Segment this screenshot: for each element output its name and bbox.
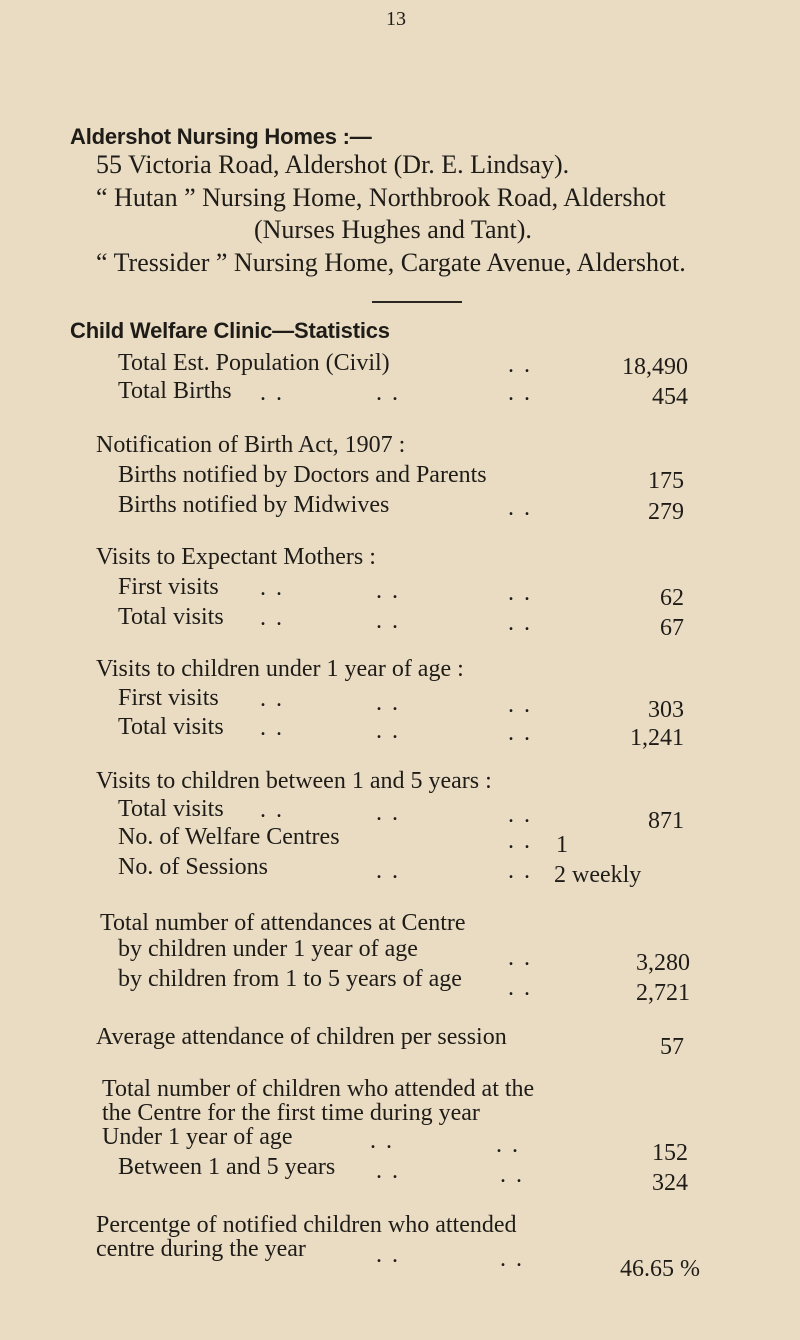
- under-one-total-value: 1,241: [630, 725, 684, 751]
- expectant-heading: Visits to Expectant Mothers :: [96, 544, 376, 570]
- first-time-between-value: 324: [652, 1170, 688, 1196]
- leader-dots: . .: [500, 1162, 524, 1188]
- midwives-value: 279: [648, 499, 684, 525]
- leader-dots: . .: [508, 858, 532, 884]
- section-divider: [372, 301, 462, 303]
- births-value: 454: [652, 384, 688, 410]
- welfare-centres-value: 1: [556, 832, 568, 858]
- first-time-under-one-value: 152: [652, 1140, 688, 1166]
- leader-dots: . .: [508, 720, 532, 746]
- leader-dots: . .: [508, 828, 532, 854]
- address-line: (Nurses Hughes and Tant).: [254, 215, 532, 244]
- leader-dots: . .: [376, 1242, 400, 1268]
- one-to-five-total-value: 871: [648, 808, 684, 834]
- leader-dots: . .: [370, 1128, 394, 1154]
- leader-dots: . .: [376, 690, 400, 716]
- leader-dots: . .: [376, 718, 400, 744]
- attendances-one-to-five-label: by children from 1 to 5 years of age: [118, 966, 462, 992]
- expectant-first-value: 62: [660, 585, 684, 611]
- average-label: Average attendance of children per session: [96, 1024, 507, 1050]
- leader-dots: . .: [260, 715, 284, 741]
- leader-dots: . .: [376, 1158, 400, 1184]
- address-line: “ Tressider ” Nursing Home, Cargate Avenue, Aldershot.: [96, 248, 686, 277]
- leader-dots: . .: [260, 575, 284, 601]
- clinic-heading: Child Welfare Clinic—Statistics: [70, 318, 390, 343]
- leader-dots: . .: [508, 945, 532, 971]
- attendances-under-one-label: by children under 1 year of age: [118, 936, 418, 962]
- average-value: 57: [660, 1034, 684, 1060]
- sessions-label: No. of Sessions: [118, 854, 269, 880]
- first-time-between-label: Between 1 and 5 years: [118, 1154, 336, 1180]
- leader-dots: . .: [260, 797, 284, 823]
- one-to-five-heading: Visits to children between 1 and 5 years :: [96, 768, 492, 794]
- attendances-under-one-value: 3,280: [636, 950, 690, 976]
- leader-dots: . .: [508, 610, 532, 636]
- notification-heading: Notification of Birth Act, 1907 :: [96, 432, 406, 458]
- leader-dots: . .: [508, 495, 532, 521]
- leader-dots: . .: [376, 380, 400, 406]
- expectant-total-label: Total visits: [118, 604, 224, 630]
- one-to-five-total-label: Total visits: [118, 796, 224, 822]
- percentage-value: 46.65 %: [620, 1256, 700, 1282]
- leader-dots: . .: [376, 578, 400, 604]
- leader-dots: . .: [500, 1246, 524, 1272]
- leader-dots: . .: [508, 580, 532, 606]
- expectant-first-label: First visits: [118, 574, 219, 600]
- percentage-label: centre during the year: [96, 1236, 306, 1262]
- leader-dots: . .: [508, 975, 532, 1001]
- expectant-total-value: 67: [660, 615, 684, 641]
- midwives-label: Births notified by Midwives: [118, 492, 390, 518]
- births-label: Total Births: [118, 378, 232, 404]
- attendances-heading: Total number of attendances at Centre: [100, 910, 466, 936]
- leader-dots: . .: [508, 352, 532, 378]
- leader-dots: . .: [376, 608, 400, 634]
- leader-dots: . .: [260, 686, 284, 712]
- population-label: Total Est. Population (Civil): [118, 350, 390, 376]
- leader-dots: . .: [508, 692, 532, 718]
- under-one-first-value: 303: [648, 697, 684, 723]
- leader-dots: . .: [376, 858, 400, 884]
- doctors-label: Births notified by Doctors and Parents: [118, 462, 487, 488]
- under-one-first-label: First visits: [118, 685, 219, 711]
- leader-dots: . .: [508, 380, 532, 406]
- leader-dots: . .: [260, 605, 284, 631]
- under-one-heading: Visits to children under 1 year of age :: [96, 656, 464, 682]
- first-time-heading: Total number of children who attended at the: [102, 1076, 535, 1102]
- doctors-value: 175: [648, 468, 684, 494]
- address-line: “ Hutan ” Nursing Home, Northbrook Road, Aldershot: [96, 183, 666, 212]
- page-number: 13: [386, 8, 406, 30]
- sessions-value: 2 weekly: [554, 862, 642, 888]
- population-value: 18,490: [622, 354, 688, 380]
- nursing-homes-heading: Aldershot Nursing Homes :—: [70, 124, 372, 149]
- first-time-under-one-label: Under 1 year of age: [102, 1124, 293, 1150]
- percentage-label: Percentge of notified children who attended: [96, 1212, 517, 1238]
- first-time-heading: the Centre for the first time during year: [102, 1100, 480, 1126]
- welfare-centres-label: No. of Welfare Centres: [118, 824, 340, 850]
- leader-dots: . .: [260, 380, 284, 406]
- under-one-total-label: Total visits: [118, 714, 224, 740]
- address-line: 55 Victoria Road, Aldershot (Dr. E. Lindsay).: [96, 150, 570, 179]
- leader-dots: . .: [376, 800, 400, 826]
- leader-dots: . .: [496, 1132, 520, 1158]
- leader-dots: . .: [508, 802, 532, 828]
- attendances-one-to-five-value: 2,721: [636, 980, 690, 1006]
